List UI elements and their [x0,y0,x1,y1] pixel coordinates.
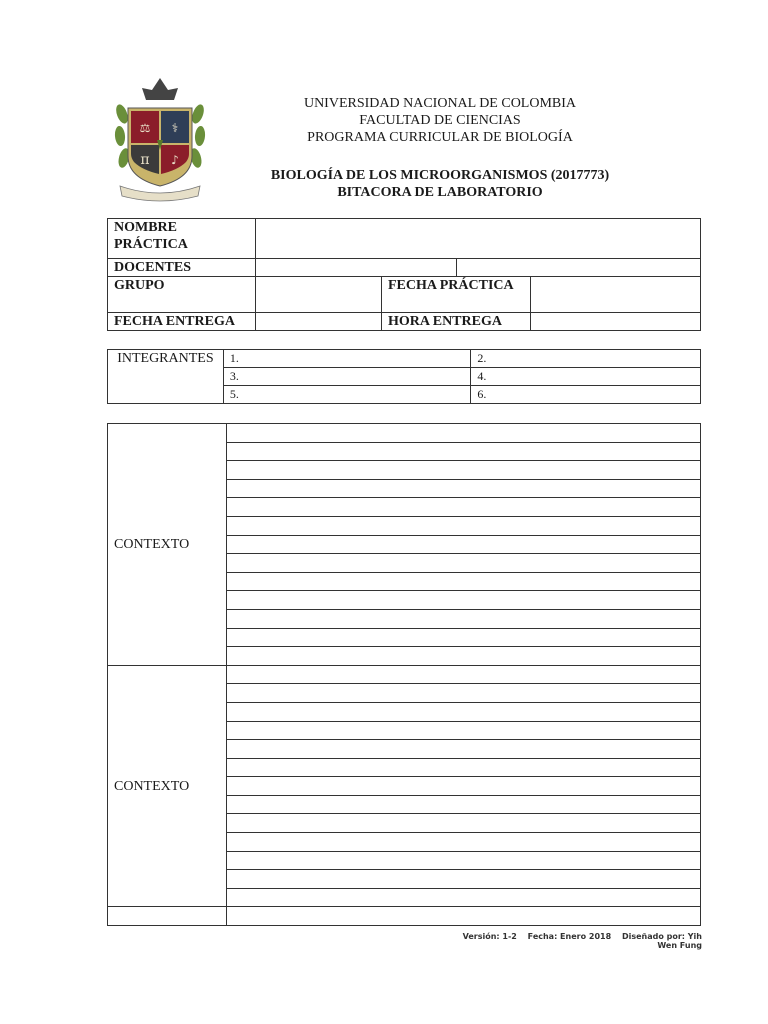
label-integrantes: INTEGRANTES [108,350,224,404]
version-text: Versión: 1-2 [462,932,517,941]
writing-line[interactable] [227,833,701,852]
writing-line[interactable] [227,870,701,889]
practice-info-table [107,218,701,331]
writing-line[interactable] [227,814,701,833]
field-grupo[interactable] [256,277,382,313]
writing-line[interactable] [227,795,701,814]
writing-line[interactable] [227,479,701,498]
writing-line[interactable] [227,591,701,610]
writing-line[interactable] [227,888,701,907]
svg-text:♪: ♪ [171,153,179,167]
member-slot[interactable]: 5. [223,386,471,404]
writing-line[interactable] [227,535,701,554]
member-slot[interactable]: 4. [471,368,701,386]
course-title: BIOLOGÍA DE LOS MICROORGANISMOS (2017773) [270,168,610,183]
empty-label-cell [108,907,227,926]
logbook-title: BITACORA DE LABORATORIO [337,185,543,200]
author-text: Diseñado por: Yih Wen Fung [621,932,702,950]
document-title [240,167,640,201]
member-slot[interactable]: 2. [471,350,701,368]
label-nombre-practica: NOMBRE PRÁCTICA [108,219,256,259]
writing-line[interactable] [227,907,701,926]
label-hora-entrega: HORA ENTREGA [382,313,531,331]
member-slot[interactable]: 6. [471,386,701,404]
writing-line[interactable] [227,424,701,443]
svg-text:π: π [140,152,150,168]
label-docentes: DOCENTES [108,259,256,277]
field-nombre-practica[interactable] [256,219,701,259]
writing-line[interactable] [227,461,701,480]
date-text: Fecha: Enero 2018 [527,932,612,941]
university-name: UNIVERSIDAD NACIONAL DE COLOMBIA [303,96,577,111]
writing-line[interactable] [227,628,701,647]
university-seal-logo [112,74,208,202]
program-name: PROGRAMA CURRICULAR DE BIOLOGÍA [307,130,573,145]
writing-line[interactable] [227,442,701,461]
context-table [107,423,701,926]
section-label-contexto: CONTEXTO [108,424,227,666]
svg-text:⚖: ⚖ [139,121,151,135]
member-slot[interactable]: 1. [223,350,471,368]
field-fecha-entrega[interactable] [256,313,382,331]
field-hora-entrega[interactable] [531,313,701,331]
label-grupo: GRUPO [108,277,256,313]
label-fecha-practica: FECHA PRÁCTICA [382,277,531,313]
svg-text:⚕: ⚕ [171,121,179,135]
writing-line[interactable] [227,758,701,777]
writing-line[interactable] [227,609,701,628]
institution-header [240,95,640,146]
writing-line[interactable] [227,516,701,535]
member-slot[interactable]: 3. [223,368,471,386]
writing-line[interactable] [227,554,701,573]
writing-line[interactable] [227,740,701,759]
writing-line[interactable] [227,498,701,517]
writing-line[interactable] [227,665,701,684]
writing-line[interactable] [227,572,701,591]
field-fecha-practica[interactable] [531,277,701,313]
faculty-name: FACULTAD DE CIENCIAS [359,113,521,128]
document-footer [440,932,702,950]
writing-line[interactable] [227,684,701,703]
writing-line[interactable] [227,702,701,721]
label-fecha-entrega: FECHA ENTREGA [108,313,256,331]
field-docentes-1[interactable] [256,259,457,277]
writing-line[interactable] [227,777,701,796]
field-docentes-2[interactable] [457,259,701,277]
writing-line[interactable] [227,851,701,870]
writing-line[interactable] [227,721,701,740]
members-table [107,349,701,404]
writing-line[interactable] [227,647,701,666]
section-label-contexto: CONTEXTO [108,665,227,907]
